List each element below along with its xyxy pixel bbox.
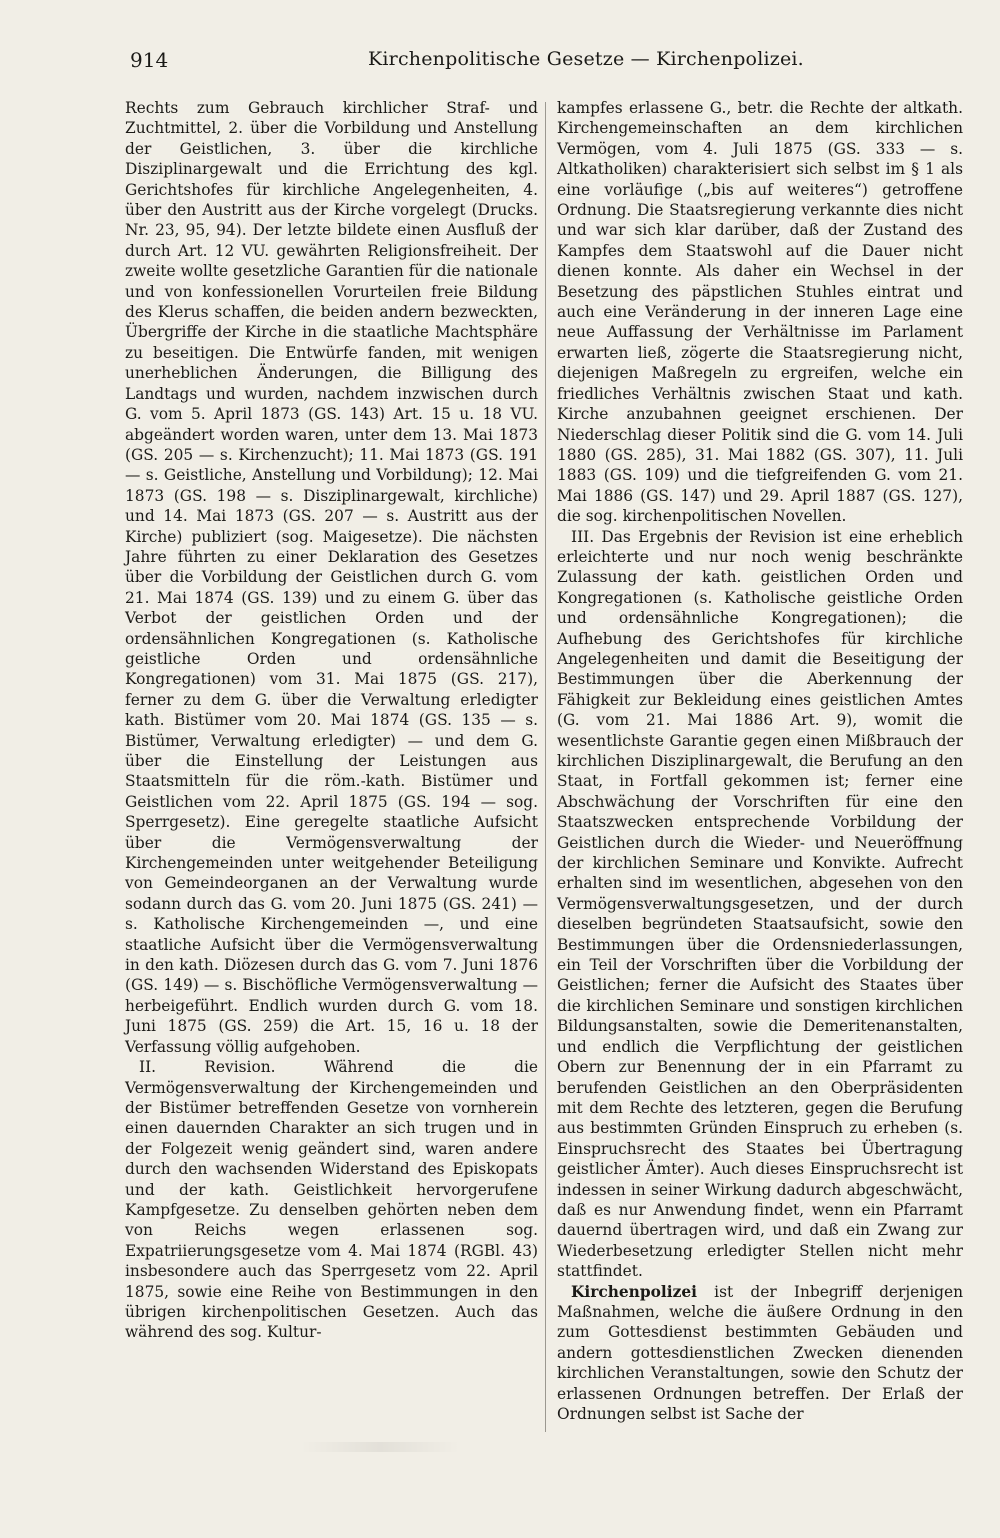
entry-text: ist der Inbegriff derjenigen Maßnahmen, welche die äußere Ordnung in den zum Gottesdienst bestimmten Gebäuden und andern gottesdienstlichen Zwecken dienenden kirchlichen Veranstaltungen, sowie den Schutz der erlassenen Ordnungen betreffen. Der Erlaß der Ordnungen selbst ist Sache der [557,1282,963,1423]
column-divider [545,102,546,1432]
paragraph-maigesetze: Rechts zum Gebrauch kirchlicher Straf- und Zuchtmittel, 2. über die Vorbildung und Anstellung der Geistlichen, 3. über die kirchliche Disziplinargewalt und die Errichtung des kgl. Gerichtshofes für kirchliche Angelegenheiten, 4. über den Austritt aus der Kirche vorgelegt (Drucks. Nr. 23, 95, 94). Der letzte bildete einen Ausfluß der durch Art. 12 VU. gewährten Religionsfreiheit. Der zweite wollte gesetzliche Garantien für die nationale und von konfessionellen Vorurteilen freie Bildung des Klerus schaffen, die beiden andern bezweckten, Übergriffe der Kirche in die staatliche Machtsphäre zu beseitigen. Die Entwürfe fanden, mit wenigen unerheblichen Änderungen, die Billigung des Landtags und wurden, nachdem inzwischen durch G. vom 5. April 1873 (GS. 143) Art. 15 u. 18 VU. abgeändert worden waren, unter dem 13. Mai 1873 (GS. 205 — s. Kirchenzucht); 11. Mai 1873 (GS. 191 — s. Geistliche, Anstellung und Vorbildung); 12. Mai 1873 (GS. 198 — s. Disziplinargewalt, kirchliche) und 14. Mai 1873 (GS. 207 — s. Austritt aus der Kirche) publiziert (sog. Maigesetze). Die nächsten Jahre führten zu einer Deklaration des Gesetzes über die Vorbildung der Geistlichen durch G. vom 21. Mai 1874 (GS. 139) und zu einem G. über das Verbot der geistlichen Orden und der ordensähnlichen Kongregationen (s. Katholische geistliche Orden und ordensähnliche Kongregationen) vom 31. Mai 1875 (GS. 217), ferner zu dem G. über die Verwaltung erledigter kath. Bistümer vom 20. Mai 1874 (GS. 135 — s. Bistümer, Verwaltung erledigter) — und dem G. über die Einstellung der Leistungen aus Staatsmitteln für die röm.-kath. Bistümer und Geistlichen vom 22. April 1875 (GS. 194 — sog. Sperrgesetz). Eine geregelte staatliche Aufsicht über die Vermögensverwaltung der Kirchengemeinden unter weitgehender Beteiligung von Gemeindeorganen an der Verwaltung wurde sodann durch das G. vom 20. Juni 1875 (GS. 241) — s. Katholische Kirchengemeinden —, und eine staatliche Aufsicht über die Vermögensverwaltung in den kath. Diözesen durch das G. vom 7. Juni 1876 (GS. 149) — s. Bischöfliche Vermögensverwaltung — herbeigeführt. Endlich wurden durch G. vom 18. Juni 1875 (GS. 259) die Art. 15, 16 u. 18 der Verfassung völlig aufgehoben. [125,99,538,1056]
paragraph-kulturkampf: kampfes erlassene G., betr. die Rechte der altkath. Kirchengemeinschaften an dem kirchlichen Vermögen, vom 4. Juli 1875 (GS. 333 — s. Altkatholiken) charakterisiert sich selbst im § 1 als eine vorläufige („bis auf weiteres“) getroffene Ordnung. Die Staatsregierung verkannte dies nicht und war sich klar darüber, daß der Zustand des Kampfes dem Staatswohl auf die Dauer nicht dienen konnte. Als daher ein Wechsel in der Besetzung des päpstlichen Stuhles eintrat und auch eine Veränderung in der inneren Lage eine neue Auffassung der Verhältnisse im Parlament erwarten ließ, zögerte die Staatsregierung nicht, diejenigen Maßregeln zu ergreifen, welche ein friedliches Verhältnis zwischen Staat und kath. Kirche anzubahnen geeignet erschienen. Der Niederschlag dieser Politik sind die G. vom 14. Juli 1880 (GS. 285), 31. Mai 1882 (GS. 307), 11. Juli 1883 (GS. 109) und die tiefgreifenden G. vom 21. Mai 1886 (GS. 147) und 29. April 1887 (GS. 127), die sog. kirchenpolitischen Novellen. [557,99,963,526]
right-column [557,98,963,1424]
print-smudge [300,1442,460,1452]
running-title: Kirchenpolitische Gesetze — Kirchenpolizei. [368,48,804,70]
page-header [118,44,910,74]
page-number: 914 [130,48,169,72]
left-column [125,98,538,1343]
paragraph-ergebnis: III. Das Ergebnis der Revision ist eine erheblich erleichterte und nur noch wenig beschränkte Zulassung der kath. geistlichen Orden und Kongregationen (s. Katholische geistliche Orden und ordensähnliche Kongregationen); die Aufhebung des Gerichtshofes für kirchliche Angelegenheiten und damit die Beseitigung der Bestimmungen über die Aberkennung der Fähigkeit zur Bekleidung eines geistlichen Amtes (G. vom 21. Mai 1886 Art. 9), womit die wesentlichste Garantie gegen einen Mißbrauch der kirchlichen Disziplinargewalt, die Berufung an den Staat, in Fortfall gekommen ist; ferner eine Abschwächung der Vorschriften für eine den Staatszwecken entsprechende Vorbildung der Geistlichen durch die Wieder- und Neueröffnung der kirchlichen Seminare und Konvikte. Aufrecht erhalten sind im wesentlichen, abgesehen von den Vermögensverwaltungsgesetzen, und der durch dieselben begründeten Staatsaufsicht, sowie den Bestimmungen über die Ordensniederlassungen, ein Teil der Vorschriften über die Vorbildung der Geistlichen; ferner die Aufsicht des Staates über die kirchlichen Seminare und sonstigen kirchlichen Bildungsanstalten, sowie die Demeritenanstalten, und endlich die Verpflichtung der geistlichen Obern zur Benennung der in ein Pfarramt zu berufenden Geistlichen an den Oberpräsidenten mit dem Rechte des letzteren, gegen die Berufung aus bestimmten Gründen Einspruch zu erheben (s. Einspruchsrecht des Staates bei Übertragung geistlicher Ämter). Auch dieses Einspruchsrecht ist indessen in seiner Wirkung dadurch abgeschwächt, daß es nur Anwendung findet, wenn ein Pfarramt dauernd übertragen wird, und daß ein Zwang zur Wiederbesetzung erledigter Stellen nicht mehr stattfindet. [557,527,963,1281]
entry-term: Kirchenpolizei [571,1282,697,1301]
paragraph-kirchenpolizei [557,1282,963,1425]
paragraph-revision: II. Revision. Während die die Vermögensverwaltung der Kirchengemeinden und der Bistümer betreffenden Gesetze von vornherein einen dauernden Charakter an sich trugen und in der Folgezeit wenig geändert sind, waren andere durch den wachsenden Widerstand des Episkopats und der kath. Geistlichkeit hervorgerufene Kampfgesetze. Zu denselben gehörten neben dem von Reichs wegen erlassenen sog. Expatriierungsgesetze vom 4. Mai 1874 (RGBl. 43) insbesondere auch das Sperrgesetz vom 22. April 1875, sowie eine Reihe von Bestimmungen in den übrigen kirchenpolitischen Gesetzen. Auch das während des sog. Kultur- [125,1058,538,1342]
